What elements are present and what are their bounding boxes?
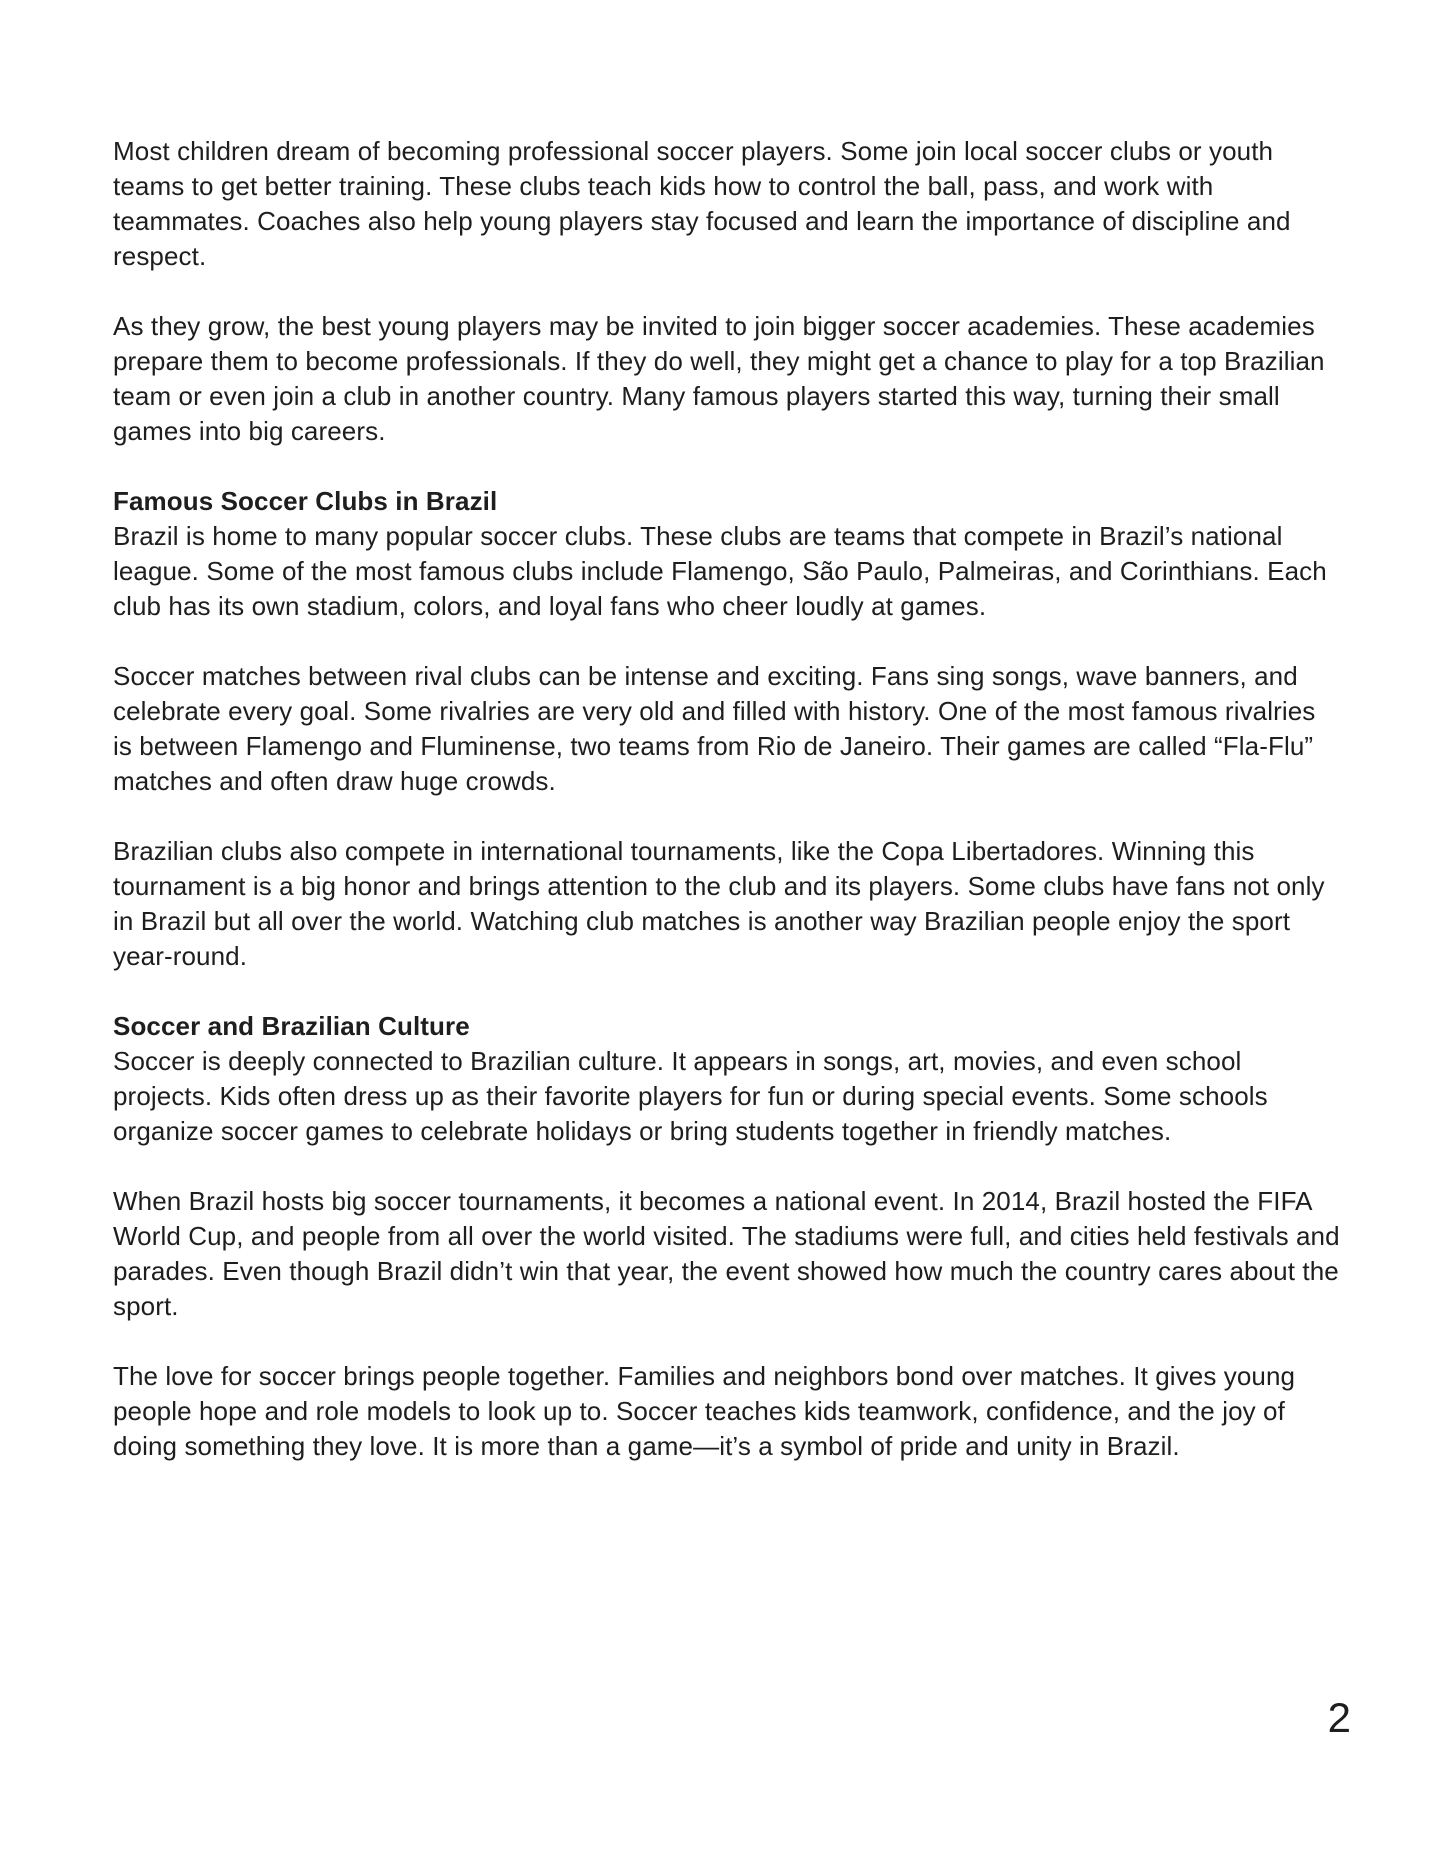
paragraph-academies: As they grow, the best young players may be invited to join bigger soccer academies. These academies prepare them to become professionals. If they do well, they might get a chance to play for a top Brazilian team or even join a club in another country. Many famous players started this way, turning their small games into big careers. <box>113 311 1325 446</box>
paragraph-culture: Soccer is deeply connected to Brazilian culture. It appears in songs, art, movies, and even school projects. Kids often dress up as their favorite players for fun or during special events. Some schools organize soccer games to celebrate holidays or bring students together in friendly matches. <box>113 1046 1268 1146</box>
section-heading-brazilian-culture: Soccer and Brazilian Culture <box>113 1011 470 1041</box>
section-heading-famous-clubs: Famous Soccer Clubs in Brazil <box>113 486 498 516</box>
paragraph-love-for-soccer: The love for soccer brings people together. Families and neighbors bond over matches. It gives young people hope and role models to look up to. Soccer teaches kids teamwork, confidence, and the joy of doing something they love. It is more than a game—it’s a symbol of pride and unity in Brazil. <box>113 1361 1296 1461</box>
paragraph-international-tournaments: Brazilian clubs also compete in international tournaments, like the Copa Libertadores. Winning this tournament is a big honor and brings attention to the club and its players. Some clubs have fans not only in Brazil but all over the world. Watching club matches is another way Brazilian people enjoy the sport year-round. <box>113 836 1325 971</box>
paragraph-intro-clubs: Most children dream of becoming professional soccer players. Some join local soccer clubs or youth teams to get better training. These clubs teach kids how to control the ball, pass, and work with teammates. Coaches also help young players stay focused and learn the importance of discipline and respect. <box>113 136 1291 271</box>
paragraph-rivalries: Soccer matches between rival clubs can be intense and exciting. Fans sing songs, wave banners, and celebrate every goal. Some rivalries are very old and filled with history. One of the most famous rivalries is between Flamengo and Fluminense, two teams from Rio de Janeiro. Their games are called “Fla-Flu” matches and often draw huge crowds. <box>113 661 1316 796</box>
document-body <box>113 134 1341 1499</box>
paragraph-world-cup-2014: When Brazil hosts big soccer tournaments, it becomes a national event. In 2014, Brazil hosted the FIFA World Cup, and people from all over the world visited. The stadiums were full, and cities held festivals and parades. Even though Brazil didn’t win that year, the event showed how much the country cares about the sport. <box>113 1186 1340 1321</box>
page-number: 2 <box>1327 1694 1351 1741</box>
paragraph-popular-clubs: Brazil is home to many popular soccer clubs. These clubs are teams that compete in Brazil’s national league. Some of the most famous clubs include Flamengo, São Paulo, Palmeiras, and Corinthians. Each club has its own stadium, colors, and loyal fans who cheer loudly at games. <box>113 521 1327 621</box>
